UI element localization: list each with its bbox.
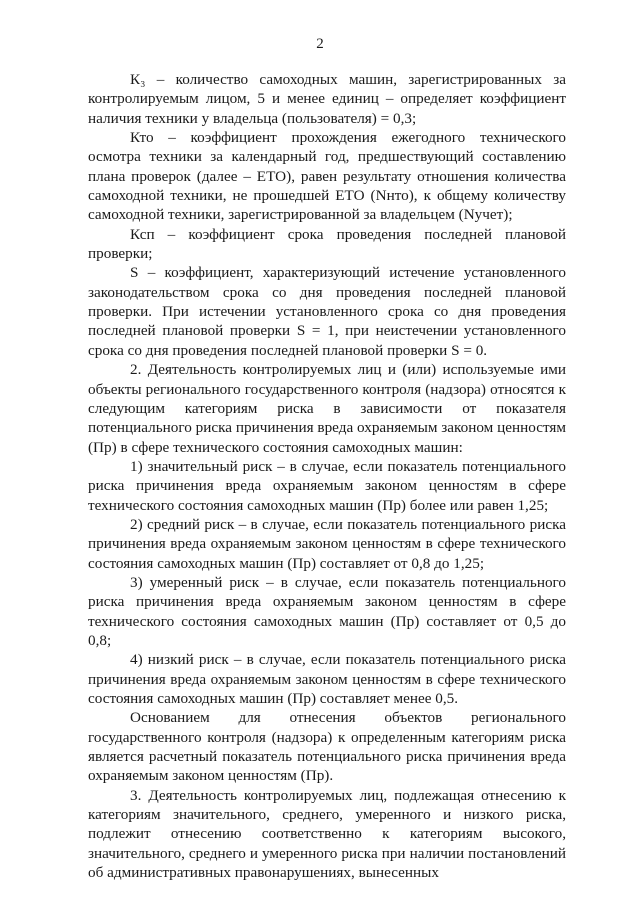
paragraph-section-3: 3. Деятельность контролируемых лиц, подлежащая отнесению к категориям значительного, среднего, умеренного и низкого риска, подлежит отнесению соответственно к категориям высокого, значительного, среднего и умеренного риска при наличии постановлений об административных правонарушениях, вынесенных <box>88 786 566 882</box>
paragraph-section-2: 2. Деятельность контролируемых лиц и (или) используемые ими объекты регионального государственного контроля (надзора) относятся к следующим категориям риска в зависимости от показателя потенциального риска причинения вреда охраняемым законом ценностям (Пр) в сфере технического состояния самоходных машин: <box>88 361 566 456</box>
paragraph-k3: К₃ – количество самоходных машин, зарегистрированных за контролируемым лицом, 5 и менее единиц – определяет коэффициент наличия техники у владельца (пользователя) = 0,3; <box>88 71 566 127</box>
paragraph-ksp: Ксп – коэффициент срока проведения последней плановой проверки; <box>88 225 566 263</box>
list-item-low-risk: 4) низкий риск – в случае, если показатель потенциального риска причинения вреда охраняемым законом ценностям в сфере технического состояния самоходных машин (Пр) составляет менее 0,5. <box>88 651 566 707</box>
document-body <box>88 70 566 882</box>
paragraph-basis: Основанием для отнесения объектов регионального государственного контроля (надзора) к определенным категориям риска является расчетный показатель потенциального риска причинения вреда охраняемым законом ценностям (Пр). <box>88 709 566 785</box>
list-item-significant-risk: 1) значительный риск – в случае, если показатель потенциального риска причинения вреда охраняемым законом ценностям в сфере технического состояния самоходных машин (Пр) более или равен 1,25; <box>88 457 566 514</box>
page-number: 2 <box>316 36 324 52</box>
list-item-medium-risk: 2) средний риск – в случае, если показатель потенциального риска причинения вреда охраняемым законом ценностям в сфере технического состояния самоходных машин (Пр) составляет от 0,8 до 1,25; <box>88 515 566 572</box>
list-item-moderate-risk: 3) умеренный риск – в случае, если показатель потенциального риска причинения вреда охраняемым законом ценностям в сфере технического состояния самоходных машин (Пр) составляет от 0,5 до 0,8; <box>88 573 566 649</box>
paragraph-kto: Кто – коэффициент прохождения ежегодного технического осмотра техники за календарный год, предшествующий составлению плана проверок (далее – ЕТО), равен результату отношения количества самоходной техники, не прошедшей ЕТО (Nнто), к общему количеству самоходной техники, зарегистрированной за владельцем (Nучет); <box>88 129 566 224</box>
paragraph-s: S – коэффициент, характеризующий истечение установленного законодательством срока со дня проведения последней плановой проверки. При истечении установленного срока со дня проведения последней плановой проверки S = 1, при неистечении установленного срока со дня проведения последней плановой проверки S = 0. <box>88 264 566 359</box>
